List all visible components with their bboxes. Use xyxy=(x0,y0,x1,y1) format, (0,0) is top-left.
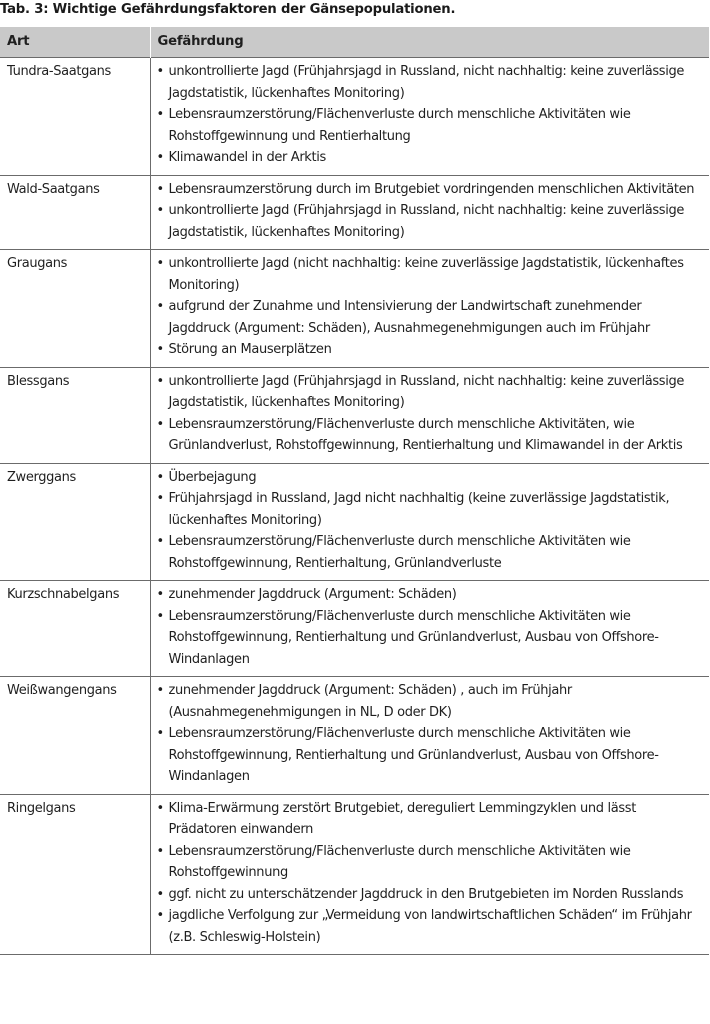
threat-list xyxy=(157,584,706,670)
species-name-cell: Zwerggans xyxy=(0,463,150,581)
column-header-art: Art xyxy=(0,27,150,58)
threat-list-item: • Klima-Erwärmung zerstört Brutgebiet, dereguliert Lemmingzyklen und lässt Prädatoren einwandern xyxy=(157,798,706,841)
threat-list xyxy=(157,179,706,244)
threat-list-item: • Störung an Mauserplätzen xyxy=(157,339,706,361)
species-name-cell: Ringelgans xyxy=(0,794,150,955)
threat-list-item: • Lebensraumzerstörung/Flächenverluste durch menschliche Aktivitäten wie Rohstoffgewinnung xyxy=(157,841,706,884)
threat-list-item: • Überbejagung xyxy=(157,467,706,489)
table-row xyxy=(0,677,709,795)
threat-list-item: • jagdliche Verfolgung zur „Vermeidung von landwirtschaftlichen Schäden“ im Frühjahr (z.B. Schleswig-Holstein) xyxy=(157,905,706,948)
threat-list-item: • zunehmender Jagddruck (Argument: Schäden) , auch im Frühjahr (Ausnahmegenehmigungen in NL, D oder DK) xyxy=(157,680,706,723)
threat-list xyxy=(157,371,706,457)
threats-cell xyxy=(150,463,709,581)
table-row xyxy=(0,794,709,955)
threat-list-item: • unkontrollierte Jagd (Frühjahrsjagd in Russland, nicht nachhaltig: keine zuverlässige Jagdstatistik, lückenhaftes Monitoring) xyxy=(157,200,706,243)
threat-list-item: • Lebensraumzerstörung/Flächenverluste durch menschliche Aktivitäten wie Rohstoffgewinnung, Rentierhaltung und Grünlandverlust, Ausbau von Offshore-Windanlagen xyxy=(157,606,706,671)
threats-cell xyxy=(150,250,709,368)
species-name-cell: Tundra-Saatgans xyxy=(0,58,150,176)
species-name-cell: Kurzschnabelgans xyxy=(0,581,150,677)
threat-list-item: • unkontrollierte Jagd (Frühjahrsjagd in Russland, nicht nachhaltig: keine zuverlässige Jagdstatistik, lückenhaftes Monitoring) xyxy=(157,371,706,414)
threat-list-item: • aufgrund der Zunahme und Intensivierung der Landwirtschaft zunehmender Jagddruck (Argument: Schäden), Ausnahmegenehmigungen auch im Frühjahr xyxy=(157,296,706,339)
threats-cell xyxy=(150,581,709,677)
table-row xyxy=(0,58,709,176)
species-name-cell: Graugans xyxy=(0,250,150,368)
threat-list xyxy=(157,680,706,788)
threat-list-item: • Lebensraumzerstörung/Flächenverluste durch menschliche Aktivitäten wie Rohstoffgewinnung und Rentierhaltung xyxy=(157,104,706,147)
threat-list-item: • unkontrollierte Jagd (nicht nachhaltig: keine zuverlässige Jagdstatistik, lückenhaftes Monitoring) xyxy=(157,253,706,296)
threat-list-item: • Lebensraumzerstörung/Flächenverluste durch menschliche Aktivitäten wie Rohstoffgewinnung, Rentierhaltung und Grünlandverlust, Ausbau von Offshore-Windanlagen xyxy=(157,723,706,788)
table-row xyxy=(0,581,709,677)
threat-list-item: • unkontrollierte Jagd (Frühjahrsjagd in Russland, nicht nachhaltig: keine zuverlässige Jagdstatistik, lückenhaftes Monitoring) xyxy=(157,61,706,104)
threat-list-item: • ggf. nicht zu unterschätzender Jagddruck in den Brutgebieten im Norden Russlands xyxy=(157,884,706,906)
threats-cell xyxy=(150,677,709,795)
threat-list-item: • Lebensraumzerstörung/Flächenverluste durch menschliche Aktivitäten wie Rohstoffgewinnung, Rentierhaltung, Grünlandverluste xyxy=(157,531,706,574)
threat-list xyxy=(157,61,706,169)
table-caption: Tab. 3: Wichtige Gefährdungsfaktoren der Gänsepopulationen. xyxy=(0,2,456,17)
threat-list xyxy=(157,798,706,949)
species-name-cell: Blessgans xyxy=(0,367,150,463)
table-header-row xyxy=(0,27,709,58)
table-row xyxy=(0,175,709,250)
threat-list-item: • Klimawandel in der Arktis xyxy=(157,147,706,169)
species-name-cell: Wald-Saatgans xyxy=(0,175,150,250)
threat-factors-table xyxy=(0,27,709,955)
threat-list-item: • zunehmender Jagddruck (Argument: Schäden) xyxy=(157,584,706,606)
species-name-cell: Weißwangengans xyxy=(0,677,150,795)
table-row xyxy=(0,463,709,581)
threats-cell xyxy=(150,58,709,176)
table-row xyxy=(0,250,709,368)
threat-list-item: • Frühjahrsjagd in Russland, Jagd nicht nachhaltig (keine zuverlässige Jagdstatistik, lückenhaftes Monitoring) xyxy=(157,488,706,531)
threats-cell xyxy=(150,367,709,463)
threat-list xyxy=(157,253,706,361)
threats-cell xyxy=(150,175,709,250)
table-row xyxy=(0,367,709,463)
threat-list xyxy=(157,467,706,575)
threat-list-item: • Lebensraumzerstörung/Flächenverluste durch menschliche Aktivitäten, wie Grünlandverlust, Rohstoffgewinnung, Rentierhaltung und Klimawandel in der Arktis xyxy=(157,414,706,457)
column-header-gefaehrdung: Gefährdung xyxy=(150,27,709,58)
threats-cell xyxy=(150,794,709,955)
table-body xyxy=(0,58,709,955)
threat-list-item: • Lebensraumzerstörung durch im Brutgebiet vordringenden menschlichen Aktivitäten xyxy=(157,179,706,201)
